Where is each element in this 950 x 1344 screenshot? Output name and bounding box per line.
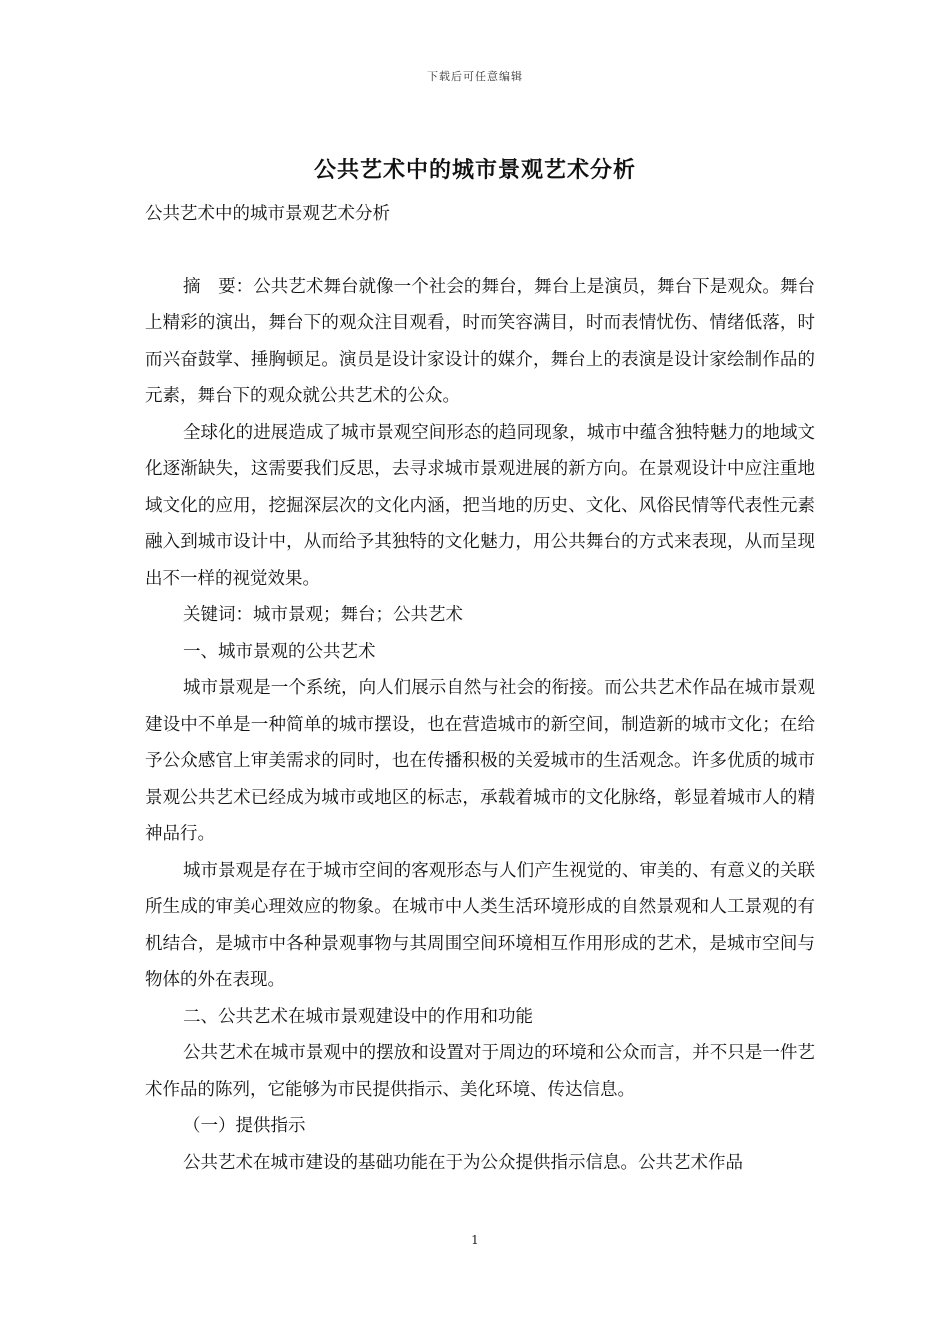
body-paragraph: 城市景观是存在于城市空间的客观形态与人们产生视觉的、审美的、有意义的关联所生成的审美心理效应的物象。在城市中人类生活环境形成的自然景观和人工景观的有机结合，是城市中各种景观事物与其周围空间环境相互作用形成的艺术，是城市空间与物体的外在表现。 [145, 860, 815, 990]
body-paragraph: 公共艺术在城市建设的基础功能在于为公众提供指示信息。公共艺术作品 [183, 1152, 743, 1173]
page-number: 1 [471, 1233, 479, 1247]
spacer [145, 233, 815, 269]
body-paragraph: 公共艺术在城市景观中的摆放和设置对于周边的环境和公众而言，并不只是一件艺术作品的陈列，它能够为市民提供指示、美化环境、传达信息。 [145, 1043, 815, 1100]
subsection-heading-1: （一）提供指示 [183, 1116, 306, 1136]
section-heading-2: 二、公共艺术在城市景观建设中的作用和功能 [183, 1006, 533, 1027]
body-paragraph: 全球化的进展造成了城市景观空间形态的趋同现象，城市中蕴含独特魅力的地域文化逐渐缺失，这需要我们反思，去寻求城市景观进展的新方向。在景观设计中应注重地域文化的应用，挖掘深层次的文化内涵，把当地的历史、文化、风俗民情等代表性元素融入到城市设计中，从而给予其独特的文化魅力，用公共舞台的方式来表现，从而呈现出不一样的视觉效果。 [145, 422, 815, 589]
document-body [145, 196, 815, 1181]
header-note: 下载后可任意编辑 [427, 70, 523, 83]
body-paragraph: 城市景观是一个系统，向人们展示自然与社会的衔接。而公共艺术作品在城市景观建设中不单是一种简单的城市摆设，也在营造城市的新空间，制造新的城市文化；在给予公众感官上审美需求的同时，也在传播积极的关爱城市的生活观念。许多优质的城市景观公共艺术已经成为城市或地区的标志，承载着城市的文化脉络，彰显着城市人的精神品行。 [145, 678, 815, 844]
section-heading-1: 一、城市景观的公共艺术 [183, 641, 376, 662]
keywords-line: 关键词：城市景观；舞台；公共艺术 [183, 605, 463, 625]
document-title: 公共艺术中的城市景观艺术分析 [313, 157, 636, 183]
abstract-paragraph: 摘 要：公共艺术舞台就像一个社会的舞台，舞台上是演员，舞台下是观众。舞台上精彩的演出，舞台下的观众注目观看，时而笑容满目，时而表情忧伤、情绪低落，时而兴奋鼓掌、捶胸顿足。演员是设计家设计的媒介，舞台上的表演是设计家绘制作品的元素，舞台下的观众就公共艺术的公众。 [145, 276, 815, 406]
subtitle: 公共艺术中的城市景观艺术分析 [145, 204, 390, 224]
